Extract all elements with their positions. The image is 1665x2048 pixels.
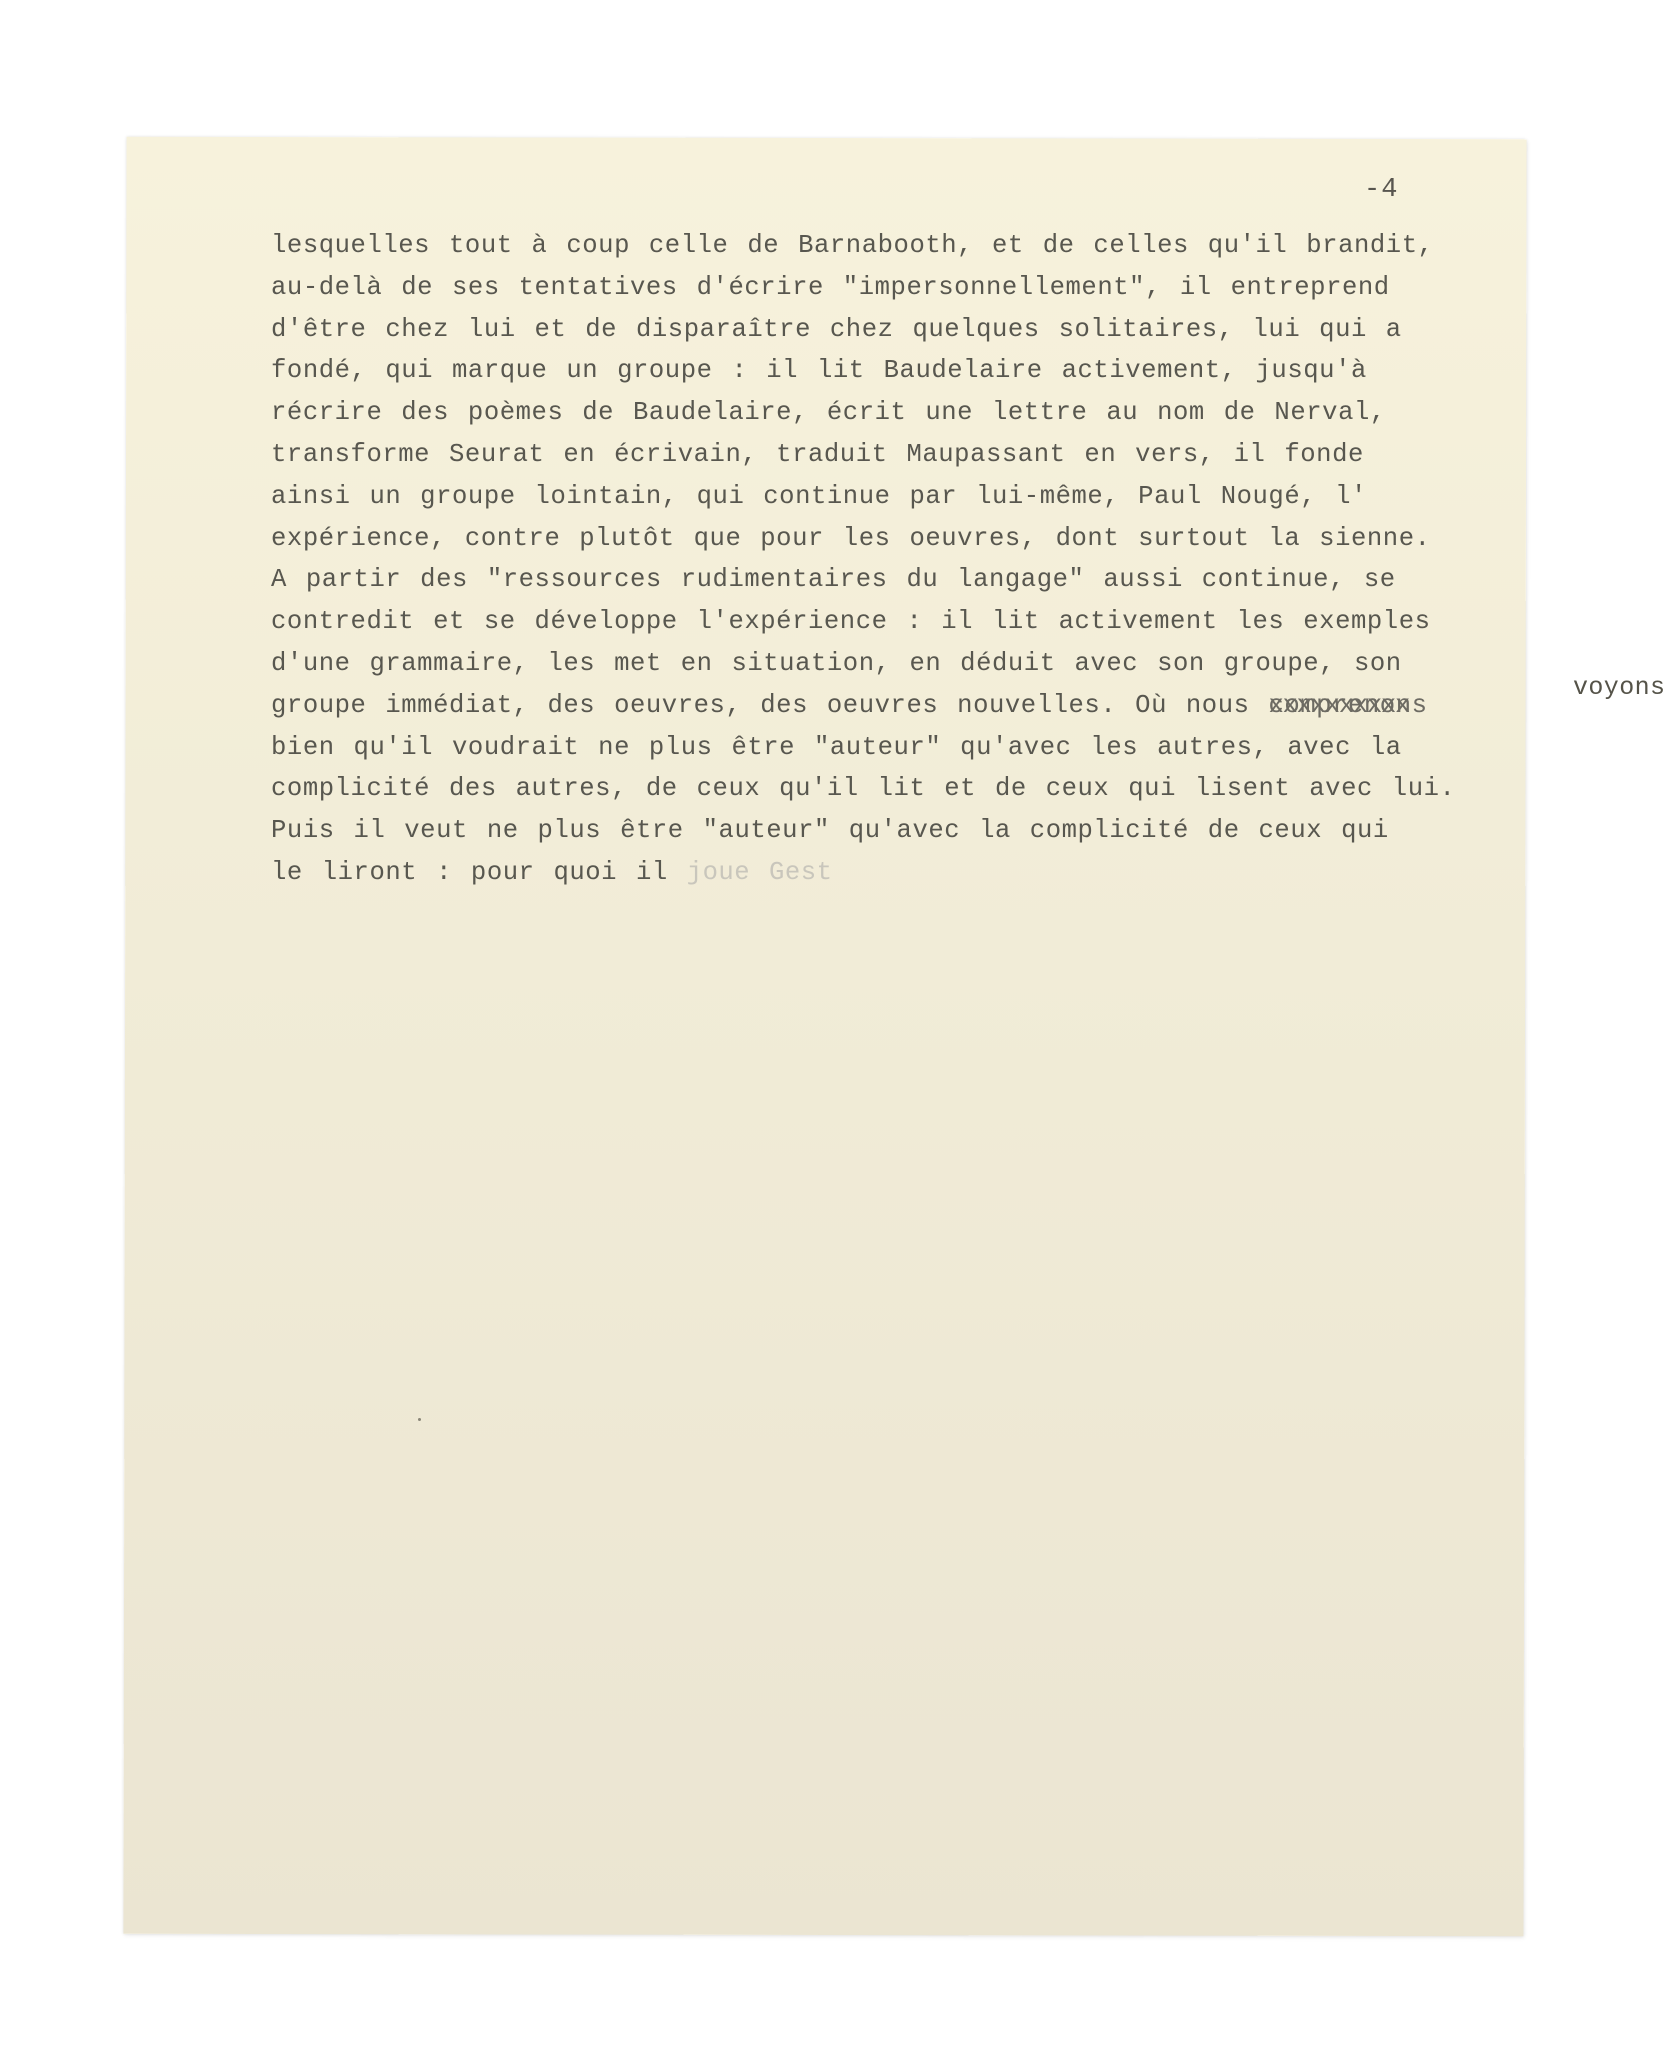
typed-body-text: [271, 225, 1665, 894]
text-line: contredit et se développe l'expérience : il lit activement les exemples: [271, 607, 1431, 637]
text-line: récrire des poèmes de Baudelaire, écrit une lettre au nom de Nerval,: [271, 398, 1386, 428]
text-line-with-correction: [271, 672, 1665, 727]
text-line: transforme Seurat en écrivain, traduit Maupassant en vers, il fonde: [271, 439, 1364, 469]
text-line: d'une grammaire, les met en situation, en déduit avec son groupe, son: [271, 648, 1402, 678]
page-number: -4: [1364, 175, 1399, 205]
text-line: d'être chez lui et de disparaître chez quelques solitaires, lui qui a: [271, 314, 1402, 344]
text-line: au-delà de ses tentatives d'écrire "impersonnellement", il entreprend: [271, 272, 1390, 302]
faded-text: joue Gest: [686, 857, 833, 887]
text-line: bien qu'il voudrait ne plus être "auteur" qu'avec les autres, avec la: [271, 732, 1402, 762]
text-line: Puis il veut ne plus être "auteur" qu'avec la complicité de ceux qui: [271, 816, 1389, 846]
text-line: A partir des "ressources rudimentaires du langage" aussi continue, se: [271, 565, 1396, 595]
text-line: lesquelles tout à coup celle de Barnabooth, et de celles qu'il brandit,: [271, 231, 1434, 260]
typed-correction: voyons: [1573, 672, 1665, 702]
text-line: ainsi un groupe lointain, qui continue par lui-même, Paul Nougé, l': [271, 481, 1367, 511]
last-text-line: [271, 852, 1501, 894]
text-line: complicité des autres, de ceux qu'il lit et de ceux qui lisent avec lui.: [271, 774, 1456, 804]
paper-speck: [418, 1418, 421, 1421]
text-line: expérience, contre plutôt que pour les oeuvres, dont surtout la sienne.: [271, 523, 1431, 553]
line-text: le liront : pour quoi il: [271, 857, 687, 887]
text-line: fondé, qui marque un groupe : il lit Baudelaire activement, jusqu'à: [271, 356, 1367, 386]
line-text: groupe immédiat, des oeuvres, des oeuvres nouvelles. Où nous: [271, 690, 1269, 720]
struck-out-word: comprenons xxxxxxxxxx: [1268, 685, 1427, 727]
